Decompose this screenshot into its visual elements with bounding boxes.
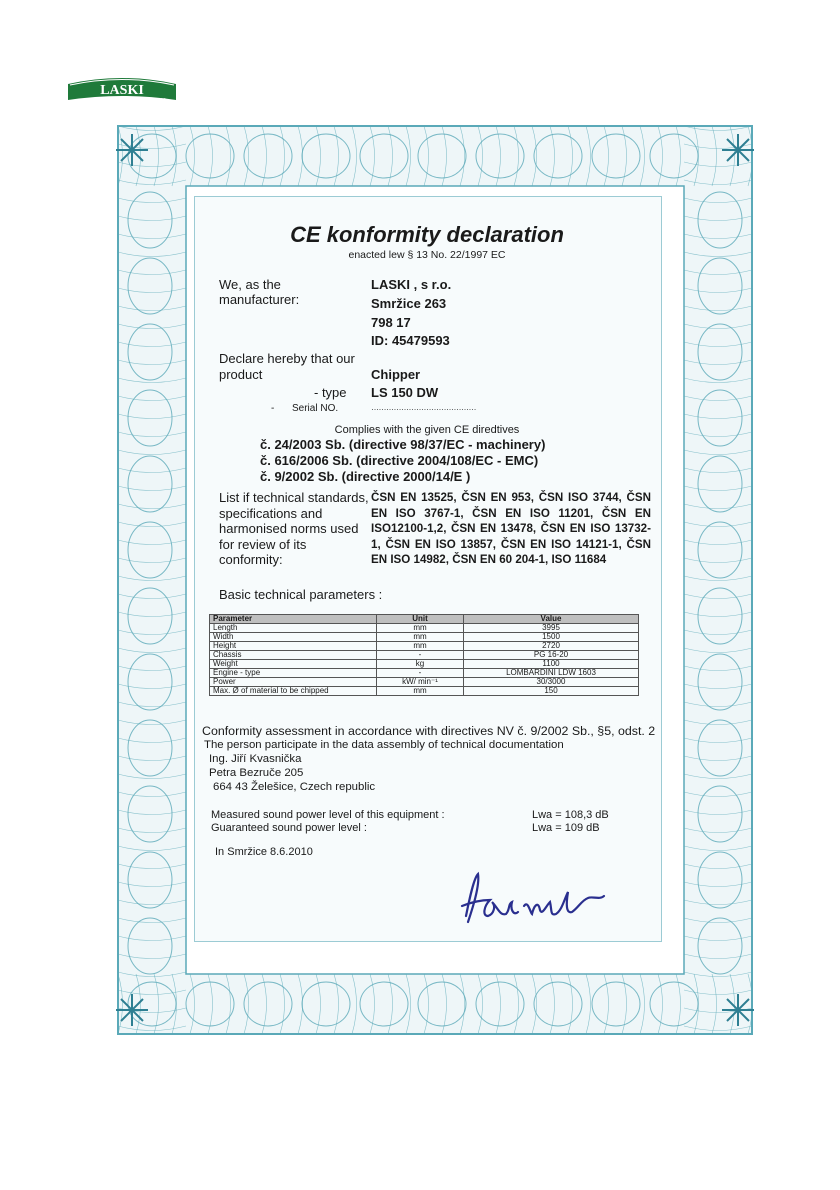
table-cell: 30/3000 <box>464 678 639 687</box>
table-cell: Length <box>210 624 377 633</box>
table-cell: mm <box>377 687 464 696</box>
table-cell: kg <box>377 660 464 669</box>
person-street: Petra Bezruče 205 <box>209 767 304 779</box>
complies-text: Complies with the given CE diredtives <box>334 424 520 436</box>
declare-label-2: product <box>219 367 263 382</box>
signature <box>452 866 612 930</box>
table-cell: Weight <box>210 660 377 669</box>
basic-params-label: Basic technical parameters : <box>219 587 383 602</box>
table-cell: - <box>377 651 464 660</box>
manufacturer-label-2: manufacturer: <box>219 292 300 307</box>
person-intro: The person participate in the data assembly of technical documentation <box>204 739 564 751</box>
manufacturer-name: LASKI , s r.o. <box>371 277 452 292</box>
table-cell: 1100 <box>464 660 639 669</box>
manufacturer-zip: 798 17 <box>371 315 411 330</box>
table-cell: kW/ min⁻¹ <box>377 678 464 687</box>
table-row <box>210 651 639 660</box>
type-label: - type <box>314 385 347 400</box>
laski-logo <box>68 72 176 102</box>
directive-item: č. 616/2006 Sb. (directive 2004/108/EC - EMC) <box>260 453 539 468</box>
logo-subtext: s.r.o. <box>158 96 167 101</box>
conformity-assessment: Conformity assessment in accordance with directives NV č. 9/2002 Sb., §5, odst. 2 <box>202 724 656 738</box>
logo-graphic <box>68 72 176 102</box>
table-cell: mm <box>377 642 464 651</box>
table-cell: PG 16-20 <box>464 651 639 660</box>
table-row <box>210 642 639 651</box>
logo-text: LASKI <box>100 83 144 98</box>
measured-sound-value: Lwa = 108,3 dB <box>532 809 609 821</box>
table-cell: LOMBARDINI LDW 1603 <box>464 669 639 678</box>
table-cell: 1500 <box>464 633 639 642</box>
table-cell: Engine - type <box>210 669 377 678</box>
manufacturer-label-1: We, as the <box>219 277 281 292</box>
person-city: 664 43 Želešice, Czech republic <box>213 781 376 793</box>
product-name: Chipper <box>371 367 421 382</box>
guaranteed-sound-value: Lwa = 109 dB <box>532 822 600 834</box>
table-cell: 150 <box>464 687 639 696</box>
standards-label: List if technical standards, specifications and harmonised norms used for review of its conformity: <box>219 490 369 567</box>
table-header: Value <box>464 615 639 624</box>
table-row <box>210 687 639 696</box>
table-cell: - <box>377 669 464 678</box>
guaranteed-sound-label: Guaranteed sound power level : <box>211 822 367 834</box>
table-cell: 2720 <box>464 642 639 651</box>
table-cell: mm <box>377 633 464 642</box>
table-cell: Height <box>210 642 377 651</box>
table-cell: mm <box>377 624 464 633</box>
table-cell: 3995 <box>464 624 639 633</box>
page-subtitle: enacted lew § 13 No. 22/1997 EC <box>348 249 506 261</box>
manufacturer-street: Smržice 263 <box>371 296 447 311</box>
table-cell: Power <box>210 678 377 687</box>
table-cell: Width <box>210 633 377 642</box>
signature-graphic <box>452 866 612 930</box>
table-cell: Max. Ø of material to be chipped <box>210 687 377 696</box>
parameters-table <box>209 614 639 696</box>
table-header: Unit <box>377 615 464 624</box>
serial-dash: - <box>271 403 275 414</box>
person-name: Ing. Jiří Kvasnička <box>209 753 302 765</box>
measured-sound-label: Measured sound power level of this equipment : <box>211 809 445 821</box>
declare-label-1: Declare hereby that our <box>219 351 355 366</box>
table-cell: Chassis <box>210 651 377 660</box>
type-value: LS 150 DW <box>371 385 439 400</box>
standards-list: ČSN EN 13525, ČSN EN 953, ČSN ISO 3744, ČSN EN ISO 3767-1, ČSN EN ISO 11201, ČSN EN ISO12100-1,2, ČSN EN 13478, ČSN EN ISO 13732-1, ČSN EN ISO 13857, ČSN EN ISO 14121-1, ČSN EN ISO 14982, ČSN EN 60 204-1, ISO 11684 <box>371 491 651 566</box>
directive-item: č. 24/2003 Sb. (directive 98/37/EC - machinery) <box>260 437 546 452</box>
serial-value: …………………………………… <box>371 403 476 412</box>
company-id: ID: 45479593 <box>371 333 450 348</box>
serial-label: Serial NO. <box>292 403 339 414</box>
place-date: In Smržice 8.6.2010 <box>215 846 313 858</box>
table-header: Parameter <box>210 615 377 624</box>
directive-item: č. 9/2002 Sb. (directive 2000/14/E ) <box>260 469 471 484</box>
page-title: CE konformity declaration <box>290 222 564 247</box>
